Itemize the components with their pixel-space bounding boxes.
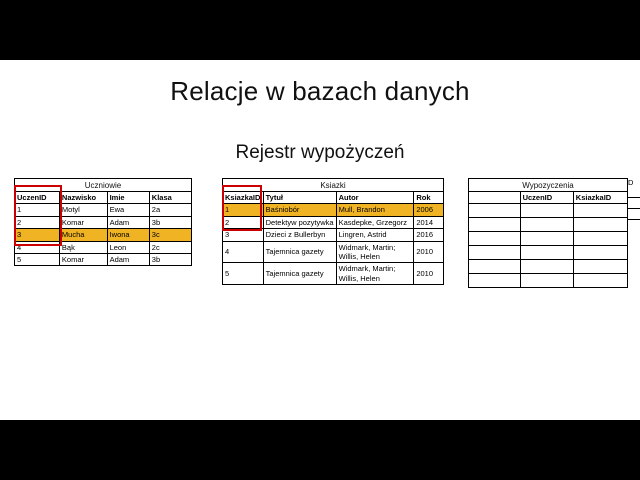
table-uczniowie-caption: Uczniowie [14,178,192,191]
cell: Dzieci z Bullerbyn [263,229,336,241]
cell [520,274,573,288]
table-ksiazki [222,178,444,285]
column-header: Klasa [149,192,191,204]
offscreen-table-label: D [628,178,634,187]
table-row [223,241,444,263]
offscreen-table-edge [628,178,640,220]
cell: 3b [149,253,191,265]
cell: Adam [107,216,149,228]
column-header: UczenID [15,192,60,204]
cell: 2016 [414,229,444,241]
page-title: Relacje w bazach danych [170,76,470,106]
cell: Komar [59,253,107,265]
cell: Motyl [59,204,107,216]
cell: 1 [223,204,264,216]
cell [573,204,627,218]
cell: 2 [15,216,60,228]
cell [469,246,521,260]
cell: Baśniobór [263,204,336,216]
column-header: KsiazkaID [223,192,264,204]
cell: Widmark, Martin; Willis, Helen [336,241,414,263]
table-wypozyczenia-grid [468,191,628,288]
table-row [469,260,628,274]
table-header-row [15,192,192,204]
cell: 2006 [414,204,444,216]
table-row [469,274,628,288]
table-row-highlighted [223,204,444,216]
cell: Leon [107,241,149,253]
table-row-highlighted [15,229,192,241]
cell: Mull, Brandon [336,204,414,216]
letterbox-top [0,0,640,60]
cell: 1 [15,204,60,216]
offscreen-row-line [628,219,640,220]
cell [573,232,627,246]
cell: 2c [149,241,191,253]
table-uczniowie-grid [14,191,192,266]
cell [520,218,573,232]
column-header [469,192,521,204]
table-row [223,216,444,228]
cell [573,246,627,260]
cell: 2010 [414,241,444,263]
table-row [15,216,192,228]
cell: Tajemnica gazety [263,241,336,263]
cell: 3 [223,229,264,241]
table-row [223,229,444,241]
cell [520,232,573,246]
column-header: KsiazkaID [573,192,627,204]
offscreen-row-line [628,208,640,209]
table-header-row [223,192,444,204]
cell: Kasdepke, Grzegorz [336,216,414,228]
cell: Adam [107,253,149,265]
column-header: Nazwisko [59,192,107,204]
column-header: Rok [414,192,444,204]
cell: Lingren, Astrid [336,229,414,241]
cell: Komar [59,216,107,228]
cell [469,204,521,218]
letterbox-bottom [0,420,640,480]
table-row [469,232,628,246]
offscreen-row-line [628,197,640,198]
column-header: Tytuł [263,192,336,204]
table-row [223,263,444,285]
table-row [469,246,628,260]
slide-canvas [0,60,640,420]
cell: Iwona [107,229,149,241]
table-row [15,204,192,216]
cell [573,260,627,274]
table-ksiazki-grid [222,191,444,285]
cell [573,218,627,232]
cell: Bąk [59,241,107,253]
cell [469,218,521,232]
table-row [469,204,628,218]
table-row [15,241,192,253]
cell: 5 [15,253,60,265]
cell: 3 [15,229,60,241]
cell [469,232,521,246]
cell: 5 [223,263,264,285]
cell [469,274,521,288]
table-row [469,218,628,232]
cell [573,274,627,288]
column-header: Imie [107,192,149,204]
table-ksiazki-caption: Ksiazki [222,178,444,191]
table-wypozyczenia [468,178,628,288]
table-wypozyczenia-caption: Wypozyczenia [468,178,628,191]
table-uczniowie [14,178,192,266]
cell: 2014 [414,216,444,228]
cell: 2a [149,204,191,216]
cell [520,204,573,218]
cell: 2010 [414,263,444,285]
table-header-row [469,192,628,204]
cell: Tajemnica gazety [263,263,336,285]
page-subtitle: Rejestr wypożyczeń [235,142,405,163]
cell: 2 [223,216,264,228]
cell: Mucha [59,229,107,241]
cell [520,246,573,260]
column-header: UczenID [520,192,573,204]
cell: Ewa [107,204,149,216]
cell [469,260,521,274]
column-header: Autor [336,192,414,204]
cell: 4 [15,241,60,253]
cell: Widmark, Martin; Willis, Helen [336,263,414,285]
cell: 4 [223,241,264,263]
table-row [15,253,192,265]
cell: 3c [149,229,191,241]
cell: 3b [149,216,191,228]
cell [520,260,573,274]
cell: Detektyw pozytywka [263,216,336,228]
